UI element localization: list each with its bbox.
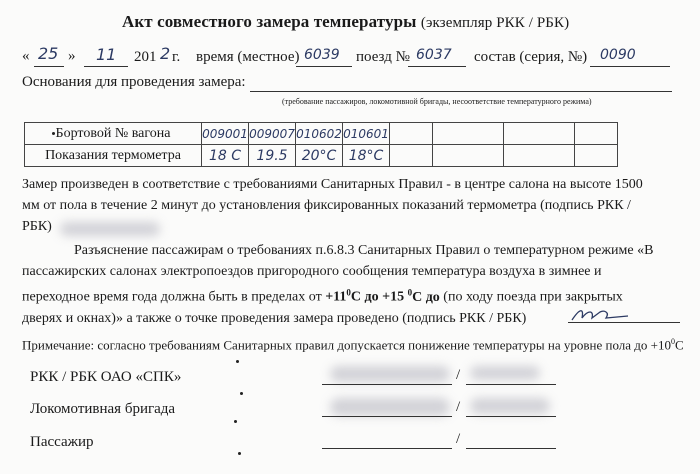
basis-label: Основания для проведения замера: xyxy=(22,74,246,90)
title-main: Акт совместного замера температуры xyxy=(122,12,417,31)
empty-cell xyxy=(390,145,433,167)
measurement-line: Замер произведен в соответствие с требованиями Санитарных Правил - в центре салона на высоте 1500 xyxy=(22,177,643,192)
redacted-signature xyxy=(60,222,160,236)
set-line xyxy=(590,66,670,67)
passenger-label: Пассажир xyxy=(30,434,94,450)
explanation-line: пассажирских салонах электропоездов пригородного сообщения температура воздуха в зимнее и xyxy=(22,264,602,279)
basis-note: (требование пассажиров, локомотивной бригады, несоответствие температурного режима) xyxy=(282,97,592,106)
crew-label: Локомотивная бригада xyxy=(30,401,176,417)
temp-unit: С до xyxy=(412,289,444,305)
date-day-value: 25 xyxy=(38,44,59,63)
basis-line xyxy=(250,91,672,92)
redacted-signature xyxy=(470,366,540,380)
set-label: состав (серия, №) xyxy=(474,49,588,65)
degree-sup: 0 xyxy=(346,287,351,297)
ink-speck xyxy=(52,132,55,135)
explanation-text: переходное время года должна быть в пределах от xyxy=(22,289,326,305)
table-row-readings xyxy=(25,145,618,167)
slash: / xyxy=(456,399,461,415)
train-value: 6037 xyxy=(416,47,452,63)
ink-speck xyxy=(236,360,239,363)
document-title xyxy=(122,12,569,32)
time-value: 6039 xyxy=(304,47,340,63)
crew-signature-line xyxy=(322,416,452,417)
reading-cell: 18°С xyxy=(343,145,390,167)
empty-cell xyxy=(504,145,575,167)
temp-unit: С до xyxy=(350,289,383,305)
note-unit: С xyxy=(674,337,684,353)
explanation-paragraph xyxy=(22,240,653,329)
date-year-digit: 2 xyxy=(160,44,171,63)
empty-cell xyxy=(575,145,618,167)
set-value: 0090 xyxy=(600,47,636,63)
title-copy-note: (экземпляр РКК / РБК) xyxy=(420,15,570,31)
explanation-text: (по ходу поезда при закрытых xyxy=(443,289,623,305)
slash: / xyxy=(456,367,461,383)
time-line xyxy=(296,66,352,67)
empty-cell xyxy=(575,123,618,145)
car-number-cell: 010601 xyxy=(343,123,390,145)
ink-speck xyxy=(240,392,243,395)
explanation-line: Разъяснение пассажирам о требованиях п.6.8.3 Санитарных Правил о температурном режиме «В xyxy=(74,243,654,258)
empty-cell xyxy=(433,123,504,145)
passenger-signature-line xyxy=(322,448,452,449)
date-month-line xyxy=(84,66,128,67)
car-number-cell: 009001 xyxy=(202,123,249,145)
explanation-line-temperature xyxy=(22,282,653,308)
rkk-name-line xyxy=(466,384,556,385)
train-label: поезд № xyxy=(356,49,410,65)
reading-cell: 18 С xyxy=(202,145,249,167)
ink-speck xyxy=(238,452,241,455)
date-year-prefix: 201 xyxy=(134,49,157,65)
car-table xyxy=(24,122,618,167)
rkk-label: РКК / РБК ОАО «СПК» xyxy=(30,369,182,385)
row-label-car-number: Бортовой № вагона xyxy=(25,123,202,145)
date-year-suffix: г. xyxy=(172,49,181,65)
measurement-line: РБК) xyxy=(22,219,52,234)
note-text: Примечание: согласно требованиям Санитарных правил допускается понижение температуры на уровне пола до +10 xyxy=(22,337,671,353)
explanation-line: дверях и окнах)» а также о точке проведения замера проведено (подпись РКК / РБК) xyxy=(22,310,527,326)
degree-sup: 0 xyxy=(670,337,675,346)
date-month-value: 11 xyxy=(96,45,117,64)
train-line xyxy=(408,66,466,67)
reading-cell: 19.5 xyxy=(249,145,296,167)
empty-cell xyxy=(504,123,575,145)
redacted-signature xyxy=(330,398,450,416)
redacted-signature xyxy=(470,398,550,414)
empty-cell xyxy=(433,145,504,167)
crew-name-line xyxy=(466,416,556,417)
table-row-car-numbers xyxy=(25,123,618,145)
slash: / xyxy=(456,431,461,447)
time-label: время (местное) xyxy=(196,49,300,65)
redacted-signature xyxy=(330,366,450,382)
passenger-name-line xyxy=(466,448,556,449)
rkk-signature-line xyxy=(322,384,452,385)
date-quote-open: « xyxy=(22,48,30,64)
car-number-cell: 009007 xyxy=(249,123,296,145)
reading-cell: 20°С xyxy=(296,145,343,167)
row-label-thermometer: Показания термометра xyxy=(25,145,202,167)
temp-to: +15 xyxy=(382,289,405,305)
temp-from: +11 xyxy=(325,289,347,305)
date-day-line xyxy=(34,66,64,67)
ink-speck xyxy=(234,420,237,423)
measurement-line: мм от пола в течение 2 минут до установления фиксированных показаний термометра (подпись РКК / xyxy=(22,198,631,213)
degree-sup: 0 xyxy=(407,287,413,297)
date-quote-close: » xyxy=(68,48,76,64)
car-number-cell: 010602 xyxy=(296,123,343,145)
note-line xyxy=(22,337,684,353)
handwritten-signature xyxy=(570,306,630,324)
empty-cell xyxy=(390,123,433,145)
